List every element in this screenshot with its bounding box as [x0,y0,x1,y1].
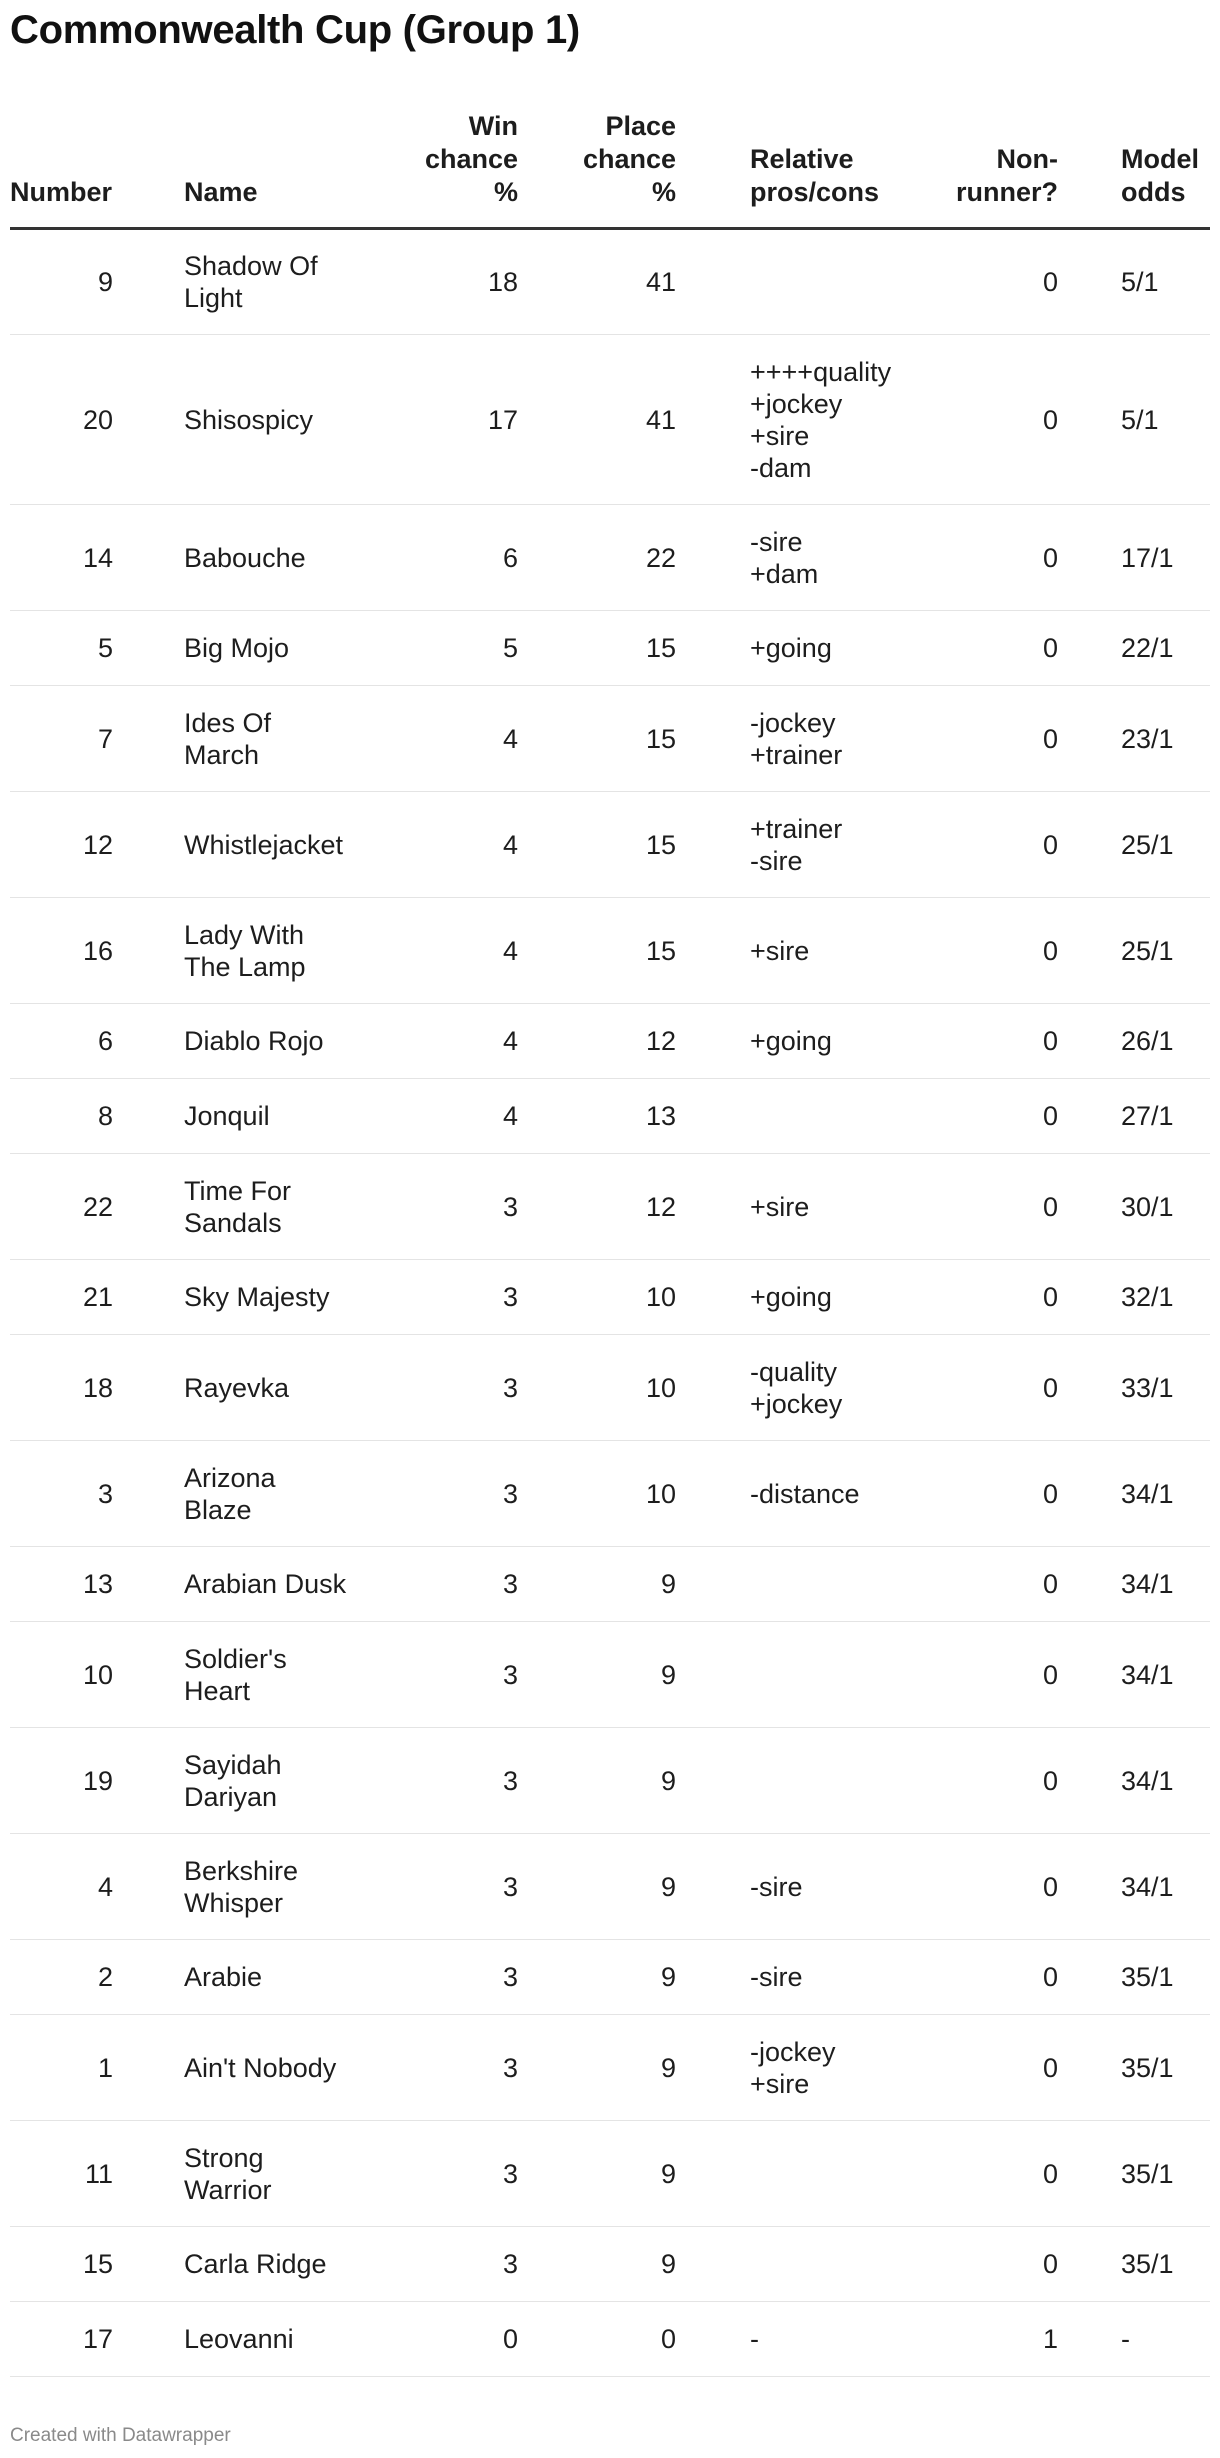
cell-name: Ain't Nobody [120,2015,356,2121]
cell-model-odds: 34/1 [1064,1547,1210,1622]
cell-number: 1 [10,2015,120,2121]
cell-number: 18 [10,1335,120,1441]
cell-win-chance: 3 [356,1154,524,1260]
cell-win-chance: 3 [356,1441,524,1547]
cell-non-runner: 0 [901,1154,1064,1260]
header-non-runner[interactable]: Non- runner? [901,110,1064,229]
cell-model-odds: 17/1 [1064,505,1210,611]
cell-model-odds: 33/1 [1064,1335,1210,1441]
cell-place-chance: 10 [524,1441,688,1547]
cell-win-chance: 3 [356,1940,524,2015]
cell-model-odds: 5/1 [1064,229,1210,335]
cell-pros-cons [688,2227,901,2302]
cell-non-runner: 0 [901,229,1064,335]
cell-non-runner: 0 [901,335,1064,505]
cell-win-chance: 3 [356,2227,524,2302]
cell-win-chance: 18 [356,229,524,335]
cell-number: 10 [10,1622,120,1728]
cell-name: Sayidah Dariyan [120,1728,356,1834]
cell-name: Time For Sandals [120,1154,356,1260]
cell-place-chance: 9 [524,2121,688,2227]
cell-non-runner: 0 [901,1834,1064,1940]
cell-name: Shadow Of Light [120,229,356,335]
cell-win-chance: 4 [356,1079,524,1154]
cell-non-runner: 0 [901,505,1064,611]
cell-win-chance: 3 [356,1335,524,1441]
table-row [10,1834,1210,1940]
table-title: Commonwealth Cup (Group 1) [10,8,580,52]
table-row [10,792,1210,898]
cell-place-chance: 12 [524,1154,688,1260]
cell-win-chance: 3 [356,2015,524,2121]
cell-place-chance: 9 [524,2227,688,2302]
footer-credit: Created with Datawrapper [10,2425,231,2446]
cell-place-chance: 9 [524,1728,688,1834]
cell-place-chance: 15 [524,686,688,792]
cell-number: 4 [10,1834,120,1940]
table-row [10,1079,1210,1154]
cell-number: 16 [10,898,120,1004]
cell-win-chance: 3 [356,1728,524,1834]
cell-number: 2 [10,1940,120,2015]
cell-non-runner: 0 [901,611,1064,686]
header-place-chance[interactable]: Place chance % [524,110,688,229]
cell-number: 8 [10,1079,120,1154]
cell-non-runner: 0 [901,1260,1064,1335]
cell-pros-cons: ++++quality +jockey +sire -dam [688,335,901,505]
cell-place-chance: 41 [524,229,688,335]
cell-win-chance: 5 [356,611,524,686]
cell-win-chance: 3 [356,2121,524,2227]
results-table [10,110,1210,2377]
cell-place-chance: 10 [524,1260,688,1335]
cell-name: Big Mojo [120,611,356,686]
cell-name: Rayevka [120,1335,356,1441]
cell-pros-cons: +going [688,1260,901,1335]
table-row [10,2227,1210,2302]
cell-name: Ides Of March [120,686,356,792]
cell-model-odds: 25/1 [1064,898,1210,1004]
cell-win-chance: 3 [356,1260,524,1335]
cell-model-odds: 23/1 [1064,686,1210,792]
cell-pros-cons: +trainer -sire [688,792,901,898]
table-row [10,1728,1210,1834]
table-row [10,505,1210,611]
header-name[interactable]: Name [120,110,356,229]
cell-number: 20 [10,335,120,505]
cell-place-chance: 9 [524,2015,688,2121]
table-row [10,686,1210,792]
cell-pros-cons: -sire [688,1940,901,2015]
cell-non-runner: 1 [901,2302,1064,2377]
table-row [10,898,1210,1004]
cell-model-odds: 35/1 [1064,1940,1210,2015]
table-row [10,2302,1210,2377]
table-row [10,1622,1210,1728]
header-pros-cons[interactable]: Relative pros/cons [688,110,901,229]
cell-place-chance: 15 [524,792,688,898]
cell-model-odds: 22/1 [1064,611,1210,686]
cell-model-odds: 35/1 [1064,2227,1210,2302]
cell-name: Whistlejacket [120,792,356,898]
cell-pros-cons: -jockey +sire [688,2015,901,2121]
cell-name: Berkshire Whisper [120,1834,356,1940]
cell-non-runner: 0 [901,1335,1064,1441]
cell-pros-cons [688,229,901,335]
table-row [10,1441,1210,1547]
table-row [10,1154,1210,1260]
cell-win-chance: 3 [356,1547,524,1622]
cell-non-runner: 0 [901,2121,1064,2227]
cell-win-chance: 4 [356,1004,524,1079]
cell-non-runner: 0 [901,2015,1064,2121]
cell-place-chance: 10 [524,1335,688,1441]
cell-pros-cons [688,1622,901,1728]
cell-number: 19 [10,1728,120,1834]
cell-win-chance: 17 [356,335,524,505]
cell-model-odds: 35/1 [1064,2121,1210,2227]
cell-name: Carla Ridge [120,2227,356,2302]
cell-pros-cons [688,1547,901,1622]
cell-non-runner: 0 [901,1728,1064,1834]
cell-place-chance: 22 [524,505,688,611]
table-row [10,1940,1210,2015]
table-row [10,229,1210,335]
cell-non-runner: 0 [901,1004,1064,1079]
cell-place-chance: 0 [524,2302,688,2377]
cell-number: 21 [10,1260,120,1335]
cell-model-odds: 30/1 [1064,1154,1210,1260]
cell-place-chance: 9 [524,1940,688,2015]
cell-name: Leovanni [120,2302,356,2377]
cell-pros-cons: +going [688,1004,901,1079]
table-row [10,335,1210,505]
cell-number: 15 [10,2227,120,2302]
table-row [10,1335,1210,1441]
cell-number: 13 [10,1547,120,1622]
cell-win-chance: 3 [356,1622,524,1728]
cell-name: Jonquil [120,1079,356,1154]
header-model-odds[interactable]: Model odds [1064,110,1210,229]
cell-name: Shisospicy [120,335,356,505]
cell-model-odds: 26/1 [1064,1004,1210,1079]
cell-name: Arabie [120,1940,356,2015]
cell-number: 7 [10,686,120,792]
table-row [10,1004,1210,1079]
cell-place-chance: 15 [524,611,688,686]
cell-pros-cons: -jockey +trainer [688,686,901,792]
cell-pros-cons: -distance [688,1441,901,1547]
cell-name: Babouche [120,505,356,611]
table-body [10,229,1210,2377]
cell-non-runner: 0 [901,1079,1064,1154]
cell-non-runner: 0 [901,1547,1064,1622]
table-row [10,2121,1210,2227]
cell-place-chance: 9 [524,1547,688,1622]
cell-name: Lady With The Lamp [120,898,356,1004]
cell-pros-cons: +going [688,611,901,686]
cell-win-chance: 6 [356,505,524,611]
cell-name: Arabian Dusk [120,1547,356,1622]
cell-model-odds: 27/1 [1064,1079,1210,1154]
cell-place-chance: 12 [524,1004,688,1079]
cell-pros-cons: +sire [688,1154,901,1260]
cell-model-odds: 25/1 [1064,792,1210,898]
header-win-chance[interactable]: Win chance % [356,110,524,229]
cell-name: Diablo Rojo [120,1004,356,1079]
cell-non-runner: 0 [901,1441,1064,1547]
cell-non-runner: 0 [901,792,1064,898]
cell-model-odds: 34/1 [1064,1834,1210,1940]
cell-number: 9 [10,229,120,335]
cell-pros-cons: +sire [688,898,901,1004]
cell-model-odds: 34/1 [1064,1728,1210,1834]
cell-non-runner: 0 [901,1940,1064,2015]
cell-model-odds: 34/1 [1064,1441,1210,1547]
cell-number: 11 [10,2121,120,2227]
cell-number: 22 [10,1154,120,1260]
cell-place-chance: 9 [524,1834,688,1940]
cell-win-chance: 0 [356,2302,524,2377]
cell-pros-cons [688,1728,901,1834]
cell-number: 12 [10,792,120,898]
cell-name: Soldier's Heart [120,1622,356,1728]
cell-model-odds: 34/1 [1064,1622,1210,1728]
cell-number: 6 [10,1004,120,1079]
cell-place-chance: 9 [524,1622,688,1728]
cell-pros-cons: -sire [688,1834,901,1940]
cell-model-odds: 5/1 [1064,335,1210,505]
cell-pros-cons: - [688,2302,901,2377]
cell-number: 3 [10,1441,120,1547]
cell-number: 14 [10,505,120,611]
header-number[interactable]: Number [10,110,120,229]
cell-win-chance: 4 [356,686,524,792]
cell-place-chance: 15 [524,898,688,1004]
cell-model-odds: 32/1 [1064,1260,1210,1335]
cell-number: 17 [10,2302,120,2377]
cell-pros-cons [688,2121,901,2227]
cell-non-runner: 0 [901,1622,1064,1728]
table-header [10,110,1210,229]
cell-place-chance: 41 [524,335,688,505]
cell-name: Strong Warrior [120,2121,356,2227]
cell-pros-cons: -sire +dam [688,505,901,611]
table-row [10,1547,1210,1622]
cell-non-runner: 0 [901,686,1064,792]
cell-non-runner: 0 [901,2227,1064,2302]
cell-non-runner: 0 [901,898,1064,1004]
table-row [10,2015,1210,2121]
cell-model-odds: - [1064,2302,1210,2377]
cell-place-chance: 13 [524,1079,688,1154]
table-row [10,611,1210,686]
cell-win-chance: 4 [356,898,524,1004]
cell-pros-cons [688,1079,901,1154]
cell-name: Arizona Blaze [120,1441,356,1547]
cell-name: Sky Majesty [120,1260,356,1335]
cell-win-chance: 3 [356,1834,524,1940]
cell-win-chance: 4 [356,792,524,898]
cell-model-odds: 35/1 [1064,2015,1210,2121]
table-row [10,1260,1210,1335]
cell-pros-cons: -quality +jockey [688,1335,901,1441]
cell-number: 5 [10,611,120,686]
